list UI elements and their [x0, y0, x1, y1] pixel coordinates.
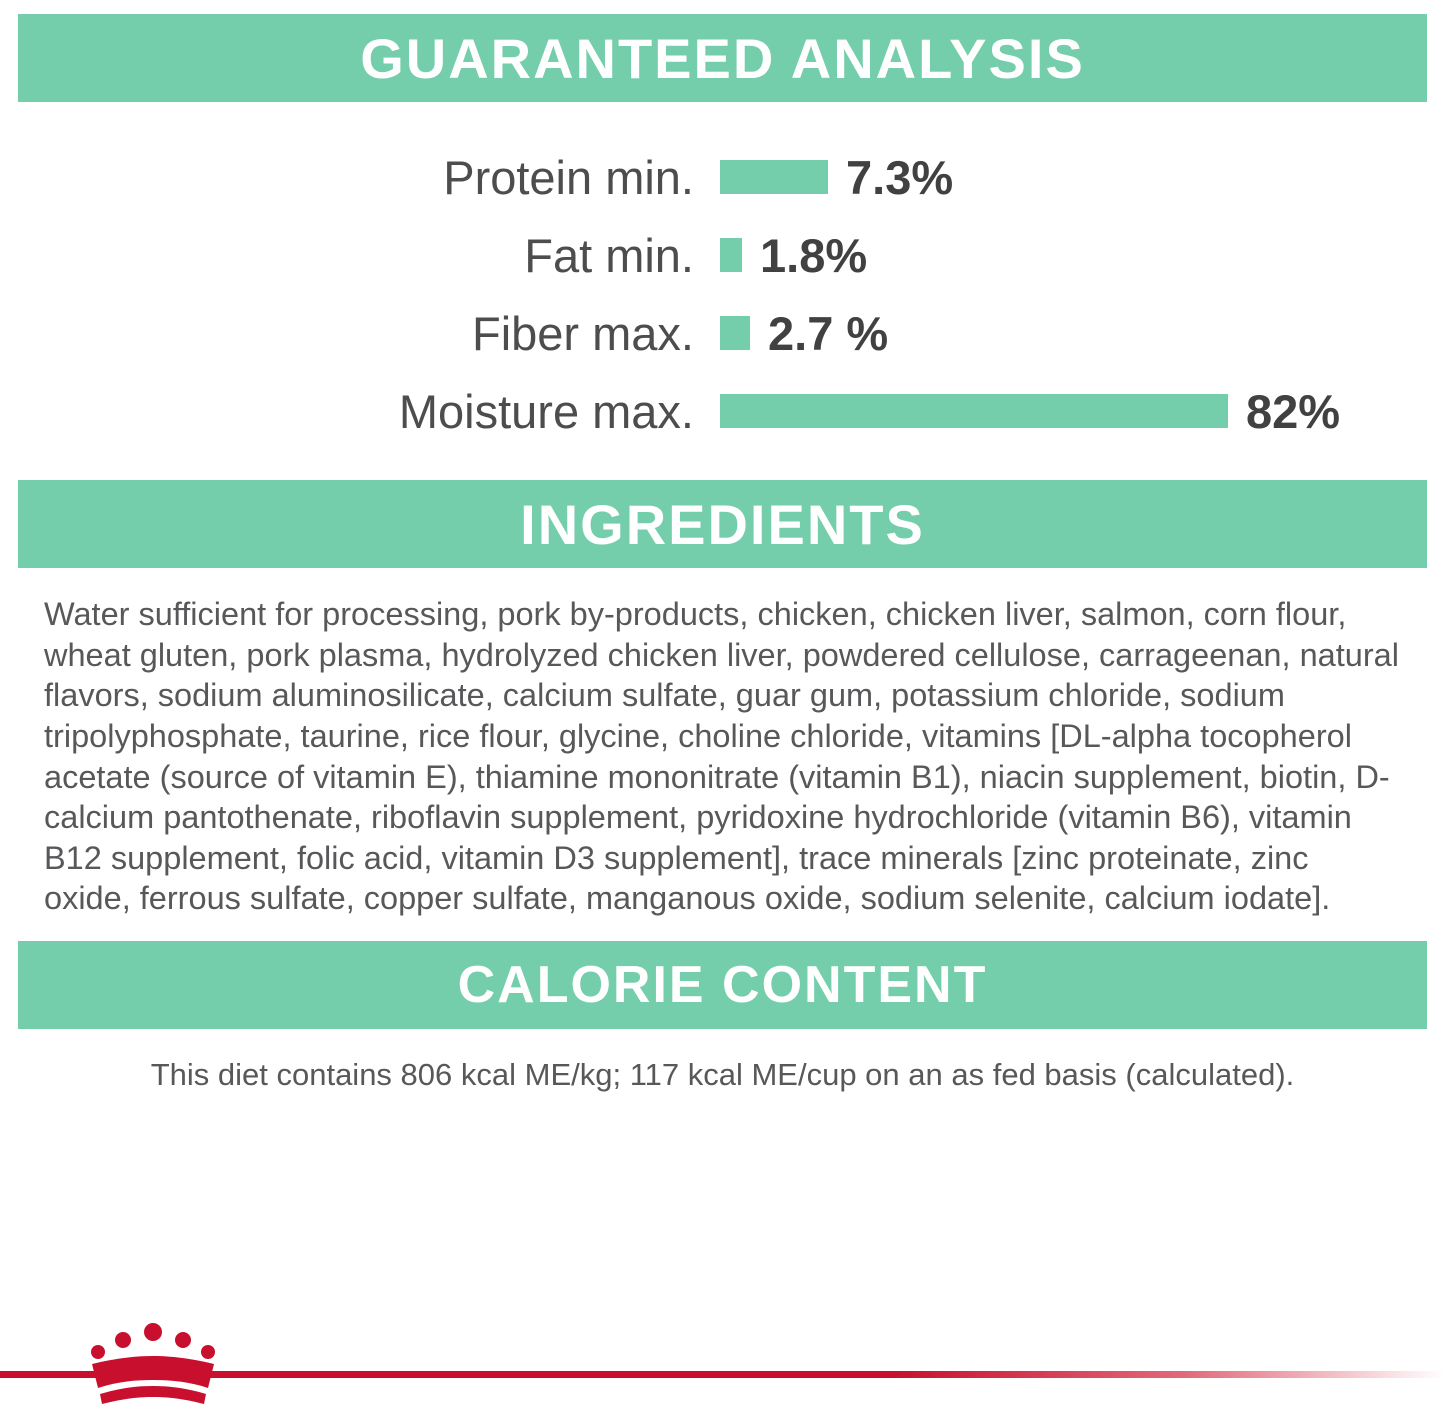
ga-bar-protein [720, 160, 828, 194]
ga-label-fat: Fat min. [524, 228, 694, 282]
calorie-content-title: CALORIE CONTENT [457, 956, 988, 1014]
guaranteed-analysis-list [0, 102, 1445, 480]
ga-bar-wrap-moisture [720, 384, 1405, 439]
ga-bar-wrap-fiber [720, 306, 1405, 361]
royal-canin-crown-logo [78, 1316, 228, 1412]
guaranteed-analysis-title: GUARANTEED ANALYSIS [360, 26, 1085, 90]
ga-bar-moisture [720, 394, 1228, 428]
ga-bar-fiber [720, 316, 750, 350]
ingredients-header [18, 480, 1427, 568]
ga-label-protein: Protein min. [443, 150, 694, 204]
ga-bar-wrap-protein [720, 150, 1405, 205]
ingredients-text: Water sufficient for processing, pork by-products, chicken, chicken liver, salmon, corn flour, wheat gluten, pork plasma, hydrolyzed chicken liver, powdered cellulose, carrageenan, natural flavors, sodium aluminosilicate, calcium sulfate, guar gum, potassium chloride, sodium tripolyphosphate, taurine, rice flour, glycine, choline chloride, vitamins [DL-alpha tocopherol acetate (source of vitamin E), thiamine mononitrate (vitamin B1), niacin supplement, biotin, D-calcium pantothenate, riboflavin supplement, pyridoxine hydrochloride (vitamin B6), vitamin B12 supplement, folic acid, vitamin D3 supplement], trace minerals [zinc proteinate, zinc oxide, ferrous sulfate, copper sulfate, manganous oxide, sodium selenite, calcium iodate]. [44, 596, 1399, 917]
ga-row-fiber [40, 294, 1405, 372]
ga-bar-wrap-fat [720, 228, 1405, 283]
ga-row-fat [40, 216, 1405, 294]
ga-row-moisture [40, 372, 1405, 450]
ga-label-moisture: Moisture max. [398, 384, 694, 438]
ga-value-fiber: 2.7 % [768, 306, 889, 360]
ga-label-fiber: Fiber max. [472, 306, 694, 360]
ga-value-fat: 1.8% [760, 228, 868, 282]
calorie-content-text: This diet contains 806 kcal ME/kg; 117 kcal ME/cup on an as fed basis (calculated). [150, 1057, 1295, 1092]
footer [0, 1310, 1445, 1420]
ga-bar-fat [720, 238, 742, 272]
ga-row-protein [40, 138, 1405, 216]
ga-value-protein: 7.3% [846, 150, 954, 204]
ga-value-moisture: 82% [1246, 384, 1341, 438]
guaranteed-analysis-header [18, 14, 1427, 102]
calorie-content-header [18, 941, 1427, 1029]
ingredients-title: INGREDIENTS [520, 492, 925, 556]
nutrition-panel [0, 14, 1445, 1420]
